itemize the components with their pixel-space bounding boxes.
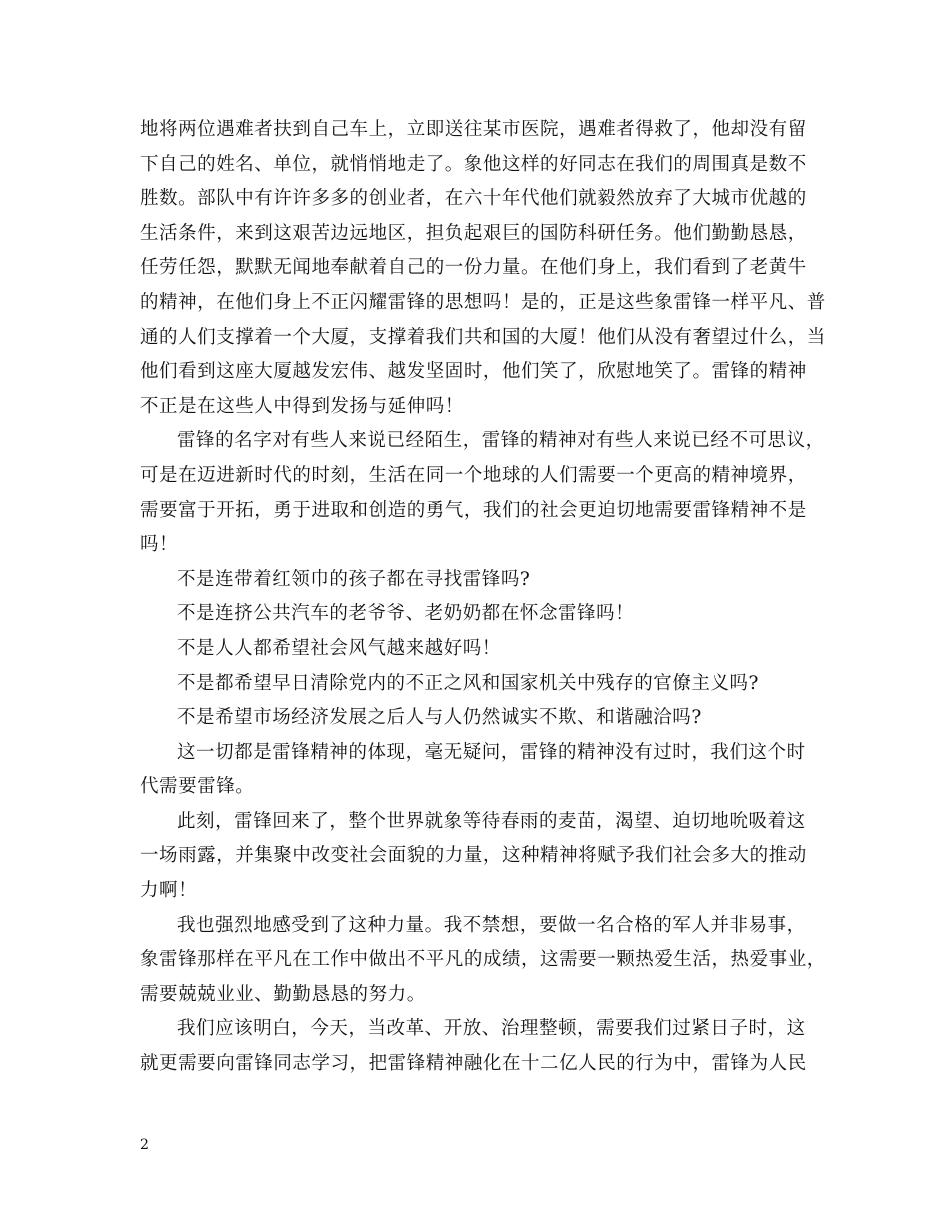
text-line: 吗！ xyxy=(140,534,179,556)
text-line: 象雷锋那样在平凡在工作中做出不平凡的成绩，这需要一颗热爱生活，热爱事业， xyxy=(140,949,826,971)
text-line: 他们看到这座大厦越发宏伟、越发坚固时，他们笑了，欣慰地笑了。雷锋的精神 xyxy=(140,361,807,383)
text-line: 的精神，在他们身上不正闪耀雷锋的思想吗！是的，正是这些象雷锋一样平凡、普 xyxy=(140,291,826,313)
text-line: 不是连带着红领巾的孩子都在寻找雷锋吗? xyxy=(177,568,531,590)
text-line: 不是希望市场经济发展之后人与人仍然诚实不欺、和谐融洽吗? xyxy=(177,707,702,729)
text-line: 需要富于开拓，勇于进取和创造的勇气，我们的社会更迫切地需要雷锋精神不是 xyxy=(140,499,807,521)
body-text xyxy=(140,113,830,1082)
text-line: 我也强烈地感受到了这种力量。我不禁想，要做一名合格的军人并非易事， xyxy=(177,914,806,936)
text-line: 不正是在这些人中得到发扬与延伸吗！ xyxy=(140,395,464,417)
text-line: 力啊！ xyxy=(140,880,198,902)
text-line: 胜数。部队中有许许多多的创业者，在六十年代他们就毅然放弃了大城市优越的 xyxy=(140,188,807,210)
page-number: 2 xyxy=(140,1137,149,1153)
text-line: 此刻，雷锋回来了，整个世界就象等待春雨的麦苗，渴望、迫切地吮吸着这 xyxy=(177,810,806,832)
text-line: 需要兢兢业业、勤勤恳恳的努力。 xyxy=(140,983,426,1005)
text-line: 可是在迈进新时代的时刻，生活在同一个地球的人们需要一个更高的精神境界， xyxy=(140,464,807,486)
text-line: 代需要雷锋。 xyxy=(140,776,255,798)
text-line: 这一切都是雷锋精神的体现，毫无疑问，雷锋的精神没有过时，我们这个时 xyxy=(177,741,806,763)
text-line: 下自己的姓名、单位，就悄悄地走了。象他这样的好同志在我们的周围真是数不 xyxy=(140,153,807,175)
text-line: 不是都希望早日清除党内的不正之风和国家机关中残存的官僚主义吗? xyxy=(177,672,759,694)
text-line: 通的人们支撑着一个大厦，支撑着我们共和国的大厦！他们从没有奢望过什么，当 xyxy=(140,326,826,348)
text-line: 生活条件，来到这艰苦边远地区，担负起艰巨的国防科研任务。他们勤勤恳恳， xyxy=(140,222,807,244)
text-line: 就更需要向雷锋同志学习，把雷锋精神融化在十二亿人民的行为中，雷锋为人民 xyxy=(140,1053,807,1075)
text-line: 我们应该明白，今天，当改革、开放、治理整顿，需要我们过紧日子时，这 xyxy=(177,1018,806,1040)
text-line: 不是人人都希望社会风气越来越好吗！ xyxy=(177,637,501,659)
text-line: 一场雨露，并集聚中改变社会面貌的力量，这种精神将赋予我们社会多大的推动 xyxy=(140,845,807,867)
text-line: 任劳任怨，默默无闻地奉献着自己的一份力量。在他们身上，我们看到了老黄牛 xyxy=(140,257,807,279)
text-line: 不是连挤公共汽车的老爷爷、老奶奶都在怀念雷锋吗！ xyxy=(177,603,635,625)
text-line: 雷锋的名字对有些人来说已经陌生，雷锋的精神对有些人来说已经不可思议， xyxy=(177,430,825,452)
text-line: 地将两位遇难者扶到自己车上，立即送往某市医院，遇难者得救了，他却没有留 xyxy=(140,119,807,140)
